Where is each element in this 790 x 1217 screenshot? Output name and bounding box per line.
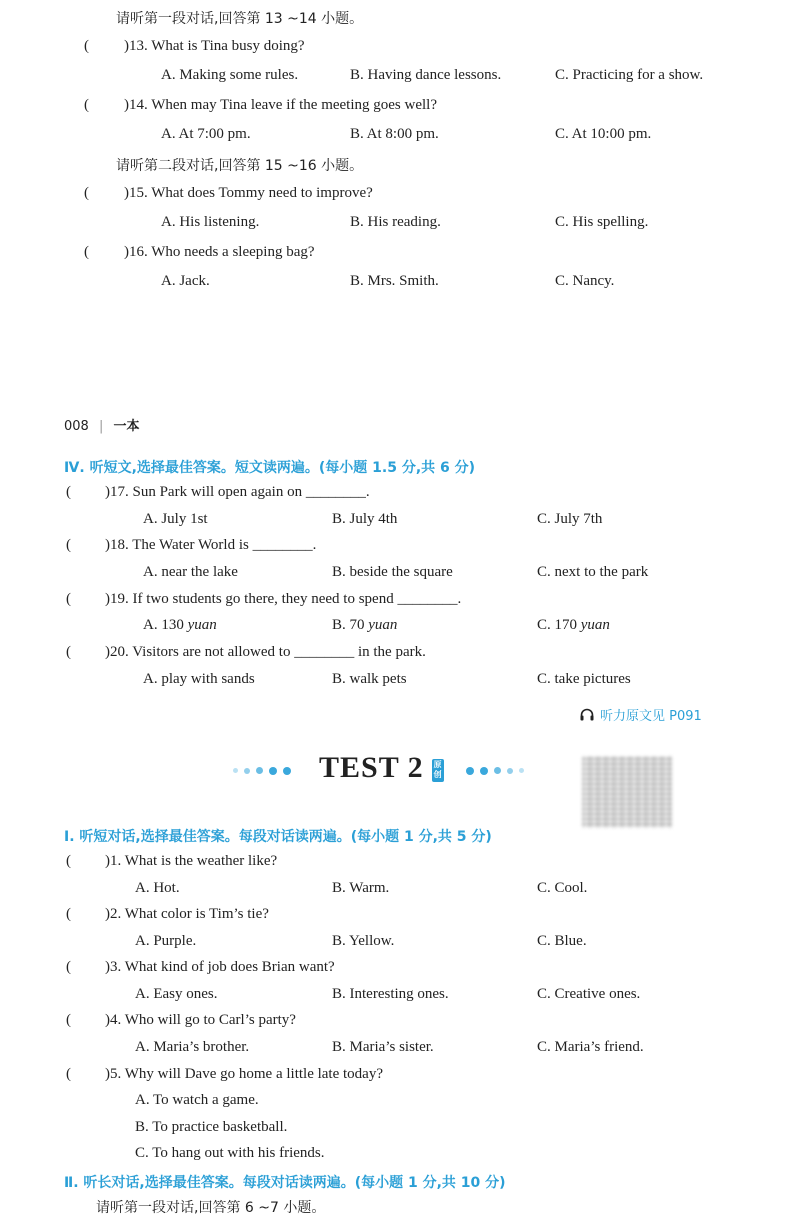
- title-dots-right: [463, 762, 527, 779]
- question-4: [105, 1012, 296, 1029]
- question-text: What is Tina busy doing?: [151, 38, 305, 54]
- question-text: Visitors are not allowed to ________ in the park.: [132, 644, 426, 660]
- question-16: [124, 244, 315, 261]
- option-c: [537, 617, 610, 634]
- test-title-text: TEST 2: [319, 751, 424, 784]
- option-b: B. Warm.: [332, 880, 390, 896]
- question-number: )20.: [105, 644, 129, 660]
- intro-dialogue-1: 请听第一段对话,回答第 13 ~14 小题。: [116, 11, 364, 27]
- question-text: When may Tina leave if the meeting goes well?: [151, 97, 437, 113]
- question-number: )5.: [105, 1066, 122, 1082]
- test2-section-1-title: Ⅰ. 听短对话,选择最佳答案。每段对话读两遍。(每小题 1 分,共 5 分): [64, 829, 492, 845]
- option-a: A. Easy ones.: [135, 986, 218, 1002]
- question-number: )16.: [124, 244, 148, 260]
- question-1: [105, 853, 277, 870]
- listening-reference-text: 听力原文见 P091: [600, 709, 702, 724]
- option-c: C. His spelling.: [555, 214, 649, 230]
- option-c: C. next to the park: [537, 564, 649, 580]
- question-2: [105, 906, 269, 923]
- option-a: A. Maria’s brother.: [135, 1039, 250, 1055]
- option-c: C. July 7th: [537, 511, 603, 527]
- question-number: )13.: [124, 38, 148, 54]
- question-text: What kind of job does Brian want?: [124, 959, 335, 975]
- option-c: C. take pictures: [537, 671, 631, 687]
- question-text: What is the weather like?: [124, 853, 278, 869]
- question-number: )14.: [124, 97, 148, 113]
- answer-paren: (: [66, 644, 71, 660]
- answer-paren: (: [66, 1012, 71, 1028]
- answer-paren: (: [66, 853, 71, 869]
- option-b: B. Mrs. Smith.: [350, 273, 439, 289]
- question-19: [105, 591, 461, 608]
- option-b: B. His reading.: [350, 214, 441, 230]
- question-text: Sun Park will open again on ________.: [132, 484, 370, 500]
- option-c: C. Practicing for a show.: [555, 67, 704, 83]
- qr-code-image[interactable]: [582, 756, 672, 828]
- option-a: A. Hot.: [135, 880, 180, 896]
- answer-paren: (: [66, 959, 71, 975]
- question-20: [105, 644, 426, 661]
- question-text: What color is Tim’s tie?: [124, 906, 269, 922]
- option-b: B. To practice basketball.: [135, 1119, 288, 1135]
- question-number: )17.: [105, 484, 129, 500]
- question-3: [105, 959, 335, 976]
- option-text: C. 170: [537, 617, 581, 633]
- question-18: [105, 537, 316, 554]
- option-unit: yuan: [368, 617, 398, 633]
- option-unit: yuan: [187, 617, 217, 633]
- option-a: A. To watch a game.: [135, 1092, 259, 1108]
- question-number: )2.: [105, 906, 122, 922]
- question-text: If two students go there, they need to spend ________.: [132, 591, 462, 607]
- question-text: What does Tommy need to improve?: [151, 185, 373, 201]
- option-b: B. July 4th: [332, 511, 398, 527]
- page-footer: [64, 415, 140, 434]
- option-c: C. To hang out with his friends.: [135, 1145, 325, 1161]
- option-c: C. Creative ones.: [537, 986, 641, 1002]
- title-dots-left: [230, 762, 294, 779]
- option-text: A. 130: [143, 617, 188, 633]
- option-c: C. Nancy.: [555, 273, 615, 289]
- listening-reference[interactable]: [580, 705, 702, 725]
- answer-paren: (: [66, 1066, 71, 1082]
- question-text: Who will go to Carl’s party?: [124, 1012, 296, 1028]
- answer-paren: (: [84, 185, 89, 201]
- question-17: [105, 484, 370, 501]
- option-c: C. At 10:00 pm.: [555, 126, 652, 142]
- question-number: )19.: [105, 591, 129, 607]
- answer-paren: (: [84, 97, 89, 113]
- question-text: Who needs a sleeping bag?: [151, 244, 315, 260]
- question-text: The Water World is ________.: [132, 537, 317, 553]
- question-number: )18.: [105, 537, 129, 553]
- question-number: )3.: [105, 959, 122, 975]
- option-text: B. 70: [332, 617, 369, 633]
- original-badge: 原创: [432, 759, 444, 782]
- option-b: B. Having dance lessons.: [350, 67, 502, 83]
- test-title: [319, 751, 444, 785]
- headphones-icon: [580, 708, 594, 725]
- question-13: [124, 38, 305, 55]
- option-b: B. beside the square: [332, 564, 453, 580]
- option-unit: yuan: [580, 617, 610, 633]
- question-15: [124, 185, 373, 202]
- question-number: )1.: [105, 853, 122, 869]
- section-4-title: Ⅳ. 听短文,选择最佳答案。短文读两遍。(每小题 1.5 分,共 6 分): [64, 460, 476, 476]
- option-b: B. Yellow.: [332, 933, 395, 949]
- question-text: Why will Dave go home a little late today?: [124, 1066, 383, 1082]
- question-number: )4.: [105, 1012, 122, 1028]
- option-b: B. Interesting ones.: [332, 986, 449, 1002]
- option-b: B. At 8:00 pm.: [350, 126, 439, 142]
- option-a: A. Jack.: [161, 273, 210, 289]
- option-a: A. July 1st: [143, 511, 208, 527]
- option-a: A. play with sands: [143, 671, 255, 687]
- option-c: C. Blue.: [537, 933, 587, 949]
- question-5: [105, 1066, 383, 1083]
- brand-logo: 一本: [113, 419, 140, 434]
- page-number: 008: [64, 419, 89, 434]
- answer-paren: (: [66, 591, 71, 607]
- answer-paren: (: [84, 38, 89, 54]
- question-14: [124, 97, 437, 114]
- option-c: C. Cool.: [537, 880, 588, 896]
- option-a: A. At 7:00 pm.: [161, 126, 251, 142]
- answer-paren: (: [66, 906, 71, 922]
- footer-divider: |: [98, 419, 104, 434]
- question-number: )15.: [124, 185, 148, 201]
- intro-dialogue-6-7: 请听第一段对话,回答第 6 ~7 小题。: [96, 1200, 326, 1216]
- answer-paren: (: [84, 244, 89, 260]
- answer-paren: (: [66, 484, 71, 500]
- option-a: A. Purple.: [135, 933, 197, 949]
- option-c: C. Maria’s friend.: [537, 1039, 644, 1055]
- option-b: B. Maria’s sister.: [332, 1039, 434, 1055]
- option-b: [332, 617, 397, 634]
- option-b: B. walk pets: [332, 671, 407, 687]
- answer-paren: (: [66, 537, 71, 553]
- option-a: [143, 617, 217, 634]
- test2-section-2-title: Ⅱ. 听长对话,选择最佳答案。每段对话读两遍。(每小题 1 分,共 10 分): [64, 1175, 506, 1191]
- option-a: A. Making some rules.: [161, 67, 299, 83]
- option-a: A. near the lake: [143, 564, 238, 580]
- option-a: A. His listening.: [161, 214, 260, 230]
- intro-dialogue-2: 请听第二段对话,回答第 15 ~16 小题。: [116, 158, 364, 174]
